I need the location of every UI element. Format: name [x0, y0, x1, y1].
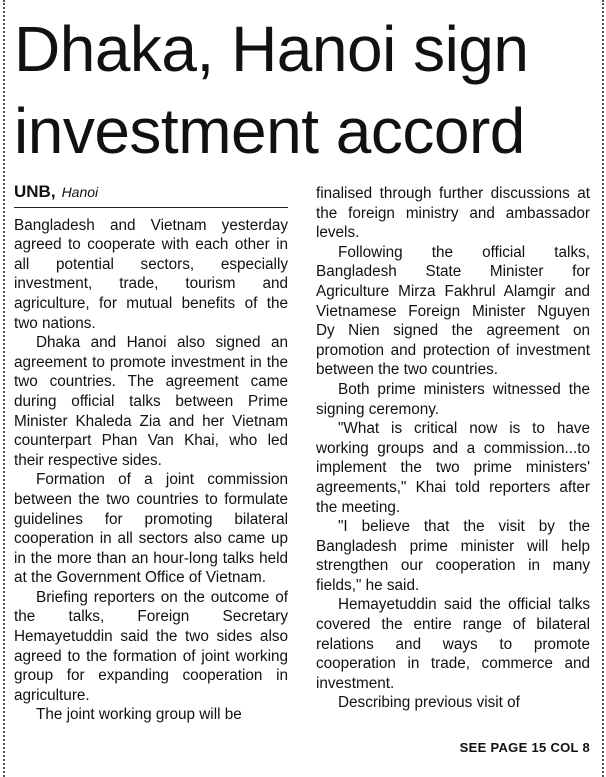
paragraph: Both prime ministers witnessed the signing ceremony. — [316, 380, 590, 418]
paragraph: "I believe that the visit by the Bangladesh prime minister will help strengthen our cooperation in many fields," he said. — [316, 518, 590, 594]
left-dotted-border — [3, 0, 5, 777]
article-column-right — [316, 184, 590, 713]
paragraph: finalised through further discussions at the foreign ministry and ambassador levels. — [316, 185, 590, 242]
byline-agency: UNB, — [14, 182, 56, 201]
paragraph: Formation of a joint commission between the two countries to formulate guidelines for promoting bilateral cooperation in all sectors also came up in the more than an hour-long talks held at the Government Office of Vietnam. — [14, 471, 288, 587]
headline-line-1: Dhaka, Hanoi sign — [14, 13, 529, 85]
byline-place: Hanoi — [61, 184, 99, 200]
right-dotted-border — [602, 0, 604, 777]
article-column-left — [14, 182, 288, 725]
paragraph: Hemayetuddin said the official talks covered the entire range of bilateral relations and ways to promote cooperation in trade, commerce and investment. — [316, 596, 590, 692]
paragraph: Dhaka and Hanoi also signed an agreement to promote investment in the two countries. The agreement came during official talks between Prime Minister Khaleda Zia and her Vietnam counterpart Phan Van Khai, who led their respective sides. — [14, 334, 288, 469]
paragraph: The joint working group will be — [36, 706, 242, 724]
paragraph: Following the official talks, Bangladesh State Minister for Agriculture Mirza Fakhrul Alamgir and Vietnamese Foreign Minister Nguyen Dy Nien signed the agreement on promotion and protection of investment between the two countries. — [316, 243, 590, 379]
byline — [14, 182, 288, 208]
paragraph: Briefing reporters on the outcome of the talks, Foreign Secretary Hemayetuddin said the two sides also agreed to the formation of joint working group for expanding cooperation in agriculture. — [14, 588, 288, 704]
headline-line-2: investment accord — [14, 95, 525, 167]
paragraph: Bangladesh and Vietnam yesterday agreed to cooperate with each other in all potential sectors, especially investment, trade, tourism and agriculture, for mutual benefits of the two nations. — [14, 216, 288, 332]
paragraph: Describing previous visit of — [338, 694, 520, 712]
headline — [14, 8, 599, 172]
paragraph: "What is critical now is to have working groups and a commission...to implement the two prime ministers' agreements," Khai told reporters after the meeting. — [316, 420, 590, 516]
continuation-jump-line: SEE PAGE 15 COL 8 — [459, 740, 590, 755]
